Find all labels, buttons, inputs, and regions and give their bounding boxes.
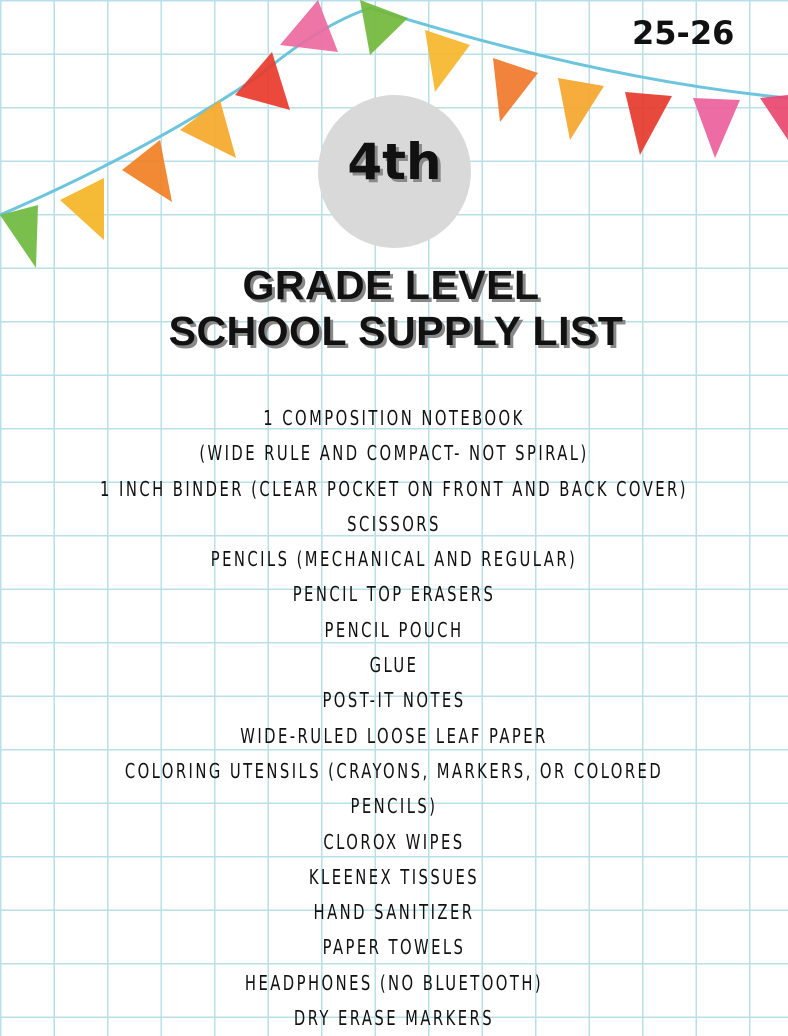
grade-label: 4th [347, 133, 442, 191]
supply-item: POST-IT NOTES [322, 688, 466, 713]
supply-item: KLEENEX TISSUES [308, 864, 480, 889]
pennant-flag-icon [235, 52, 290, 110]
supply-item: DRY ERASE MARKERS [293, 1006, 495, 1031]
page-title-line-1: GRADE LEVEL [242, 262, 540, 308]
supply-item: PENCIL POUCH [324, 617, 464, 642]
pennant-flag-icon [60, 178, 104, 240]
pennant-flag-icon [0, 205, 38, 268]
supply-item: GLUE [369, 653, 419, 678]
supply-item: 1 INCH BINDER (CLEAR POCKET ON FRONT AND BACK COVER) [100, 476, 688, 501]
pennant-flag-icon [760, 95, 788, 140]
pennant-flag-icon [693, 98, 740, 158]
pennant-flag-icon [493, 58, 538, 122]
pennant-flag-icon [625, 92, 672, 155]
supply-item: (WIDE RULE AND COMPACT- NOT SPIRAL) [199, 441, 589, 466]
supply-item: SCISSORS [347, 511, 441, 536]
supply-item: PENCIL TOP ERASERS [292, 582, 496, 607]
supply-item: COLORING UTENSILS (CRAYONS, MARKERS, OR COLORED [124, 758, 664, 783]
school-year: 25-26 [632, 14, 735, 52]
grade-badge [318, 95, 471, 248]
supply-item: CLOROX WIPES [323, 829, 465, 854]
supply-item: PENCILS (MECHANICAL AND REGULAR) [210, 547, 578, 572]
pennant-flag-icon [425, 30, 470, 92]
supply-item: 1 COMPOSITION NOTEBOOK [263, 406, 525, 430]
supply-list [0, 401, 788, 1036]
supply-item: WIDE-RULED LOOSE LEAF PAPER [240, 723, 548, 748]
page-title-line-2: SCHOOL SUPPLY LIST [168, 308, 624, 354]
pennant-flag-icon [360, 0, 408, 55]
pennant-flag-icon [558, 78, 604, 140]
pennant-flag-icon [122, 140, 172, 202]
supply-item: HAND SANITIZER [313, 900, 475, 925]
supply-item: PAPER TOWELS [322, 935, 466, 960]
supply-item: PENCILS) [350, 794, 438, 819]
supply-item: HEADPHONES (NO BLUETOOTH) [244, 970, 544, 995]
